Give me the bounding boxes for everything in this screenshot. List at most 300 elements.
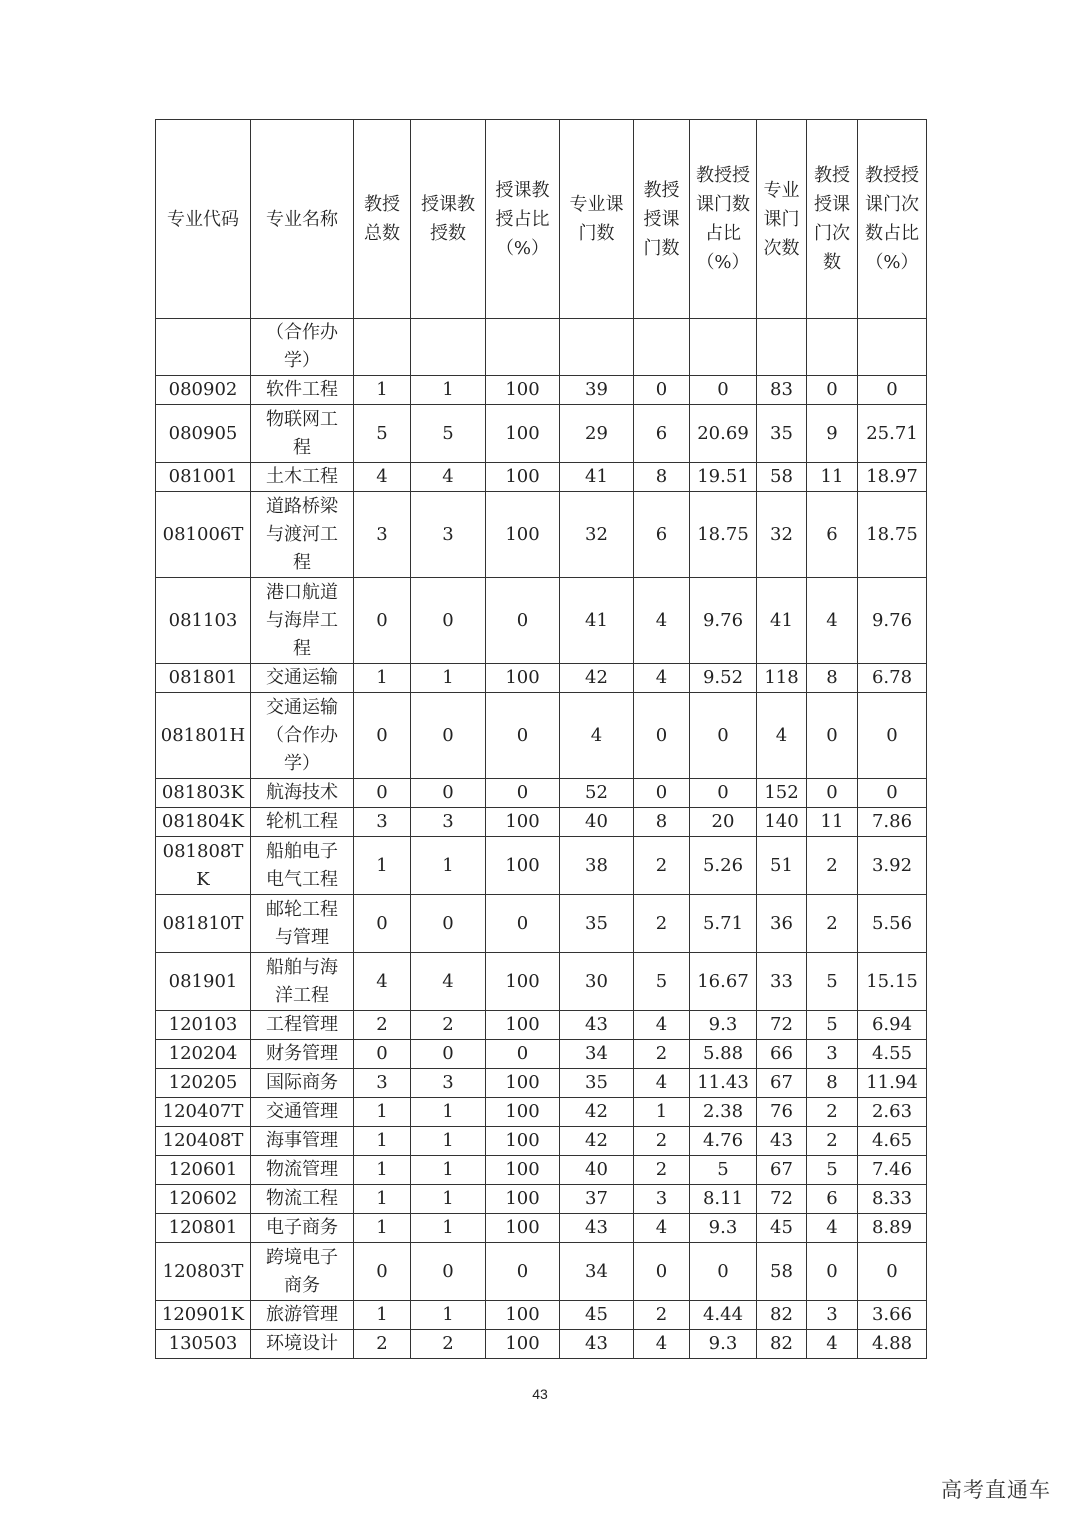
value-cell: 32 xyxy=(757,492,807,578)
value-cell: 8 xyxy=(634,463,690,492)
major-code-cell: 081801H xyxy=(156,693,251,779)
table-row xyxy=(156,837,927,895)
value-cell: 1 xyxy=(411,376,486,405)
value-cell: 20 xyxy=(690,808,757,837)
value-cell: 34 xyxy=(560,1040,634,1069)
value-cell xyxy=(486,319,560,376)
value-cell: 4.65 xyxy=(858,1127,927,1156)
value-cell: 4 xyxy=(634,1330,690,1359)
value-cell: 6 xyxy=(807,492,858,578)
value-cell: 7.46 xyxy=(858,1156,927,1185)
value-cell: 2 xyxy=(807,837,858,895)
major-code-cell: 120601 xyxy=(156,1156,251,1185)
value-cell: 51 xyxy=(757,837,807,895)
value-cell: 1 xyxy=(411,1185,486,1214)
value-cell xyxy=(634,319,690,376)
value-cell: 4 xyxy=(634,664,690,693)
table-row xyxy=(156,953,927,1011)
value-cell: 2 xyxy=(411,1330,486,1359)
table-row xyxy=(156,693,927,779)
professor-teaching-table xyxy=(155,119,927,1359)
major-code-cell xyxy=(156,319,251,376)
value-cell: 33 xyxy=(757,953,807,1011)
value-cell: 100 xyxy=(486,1185,560,1214)
header-cell: 教授授课门数 xyxy=(634,120,690,319)
major-name-cell: 物流管理 xyxy=(251,1156,354,1185)
header-cell: 专业课门次数 xyxy=(757,120,807,319)
major-code-cell: 130503 xyxy=(156,1330,251,1359)
value-cell: 5.88 xyxy=(690,1040,757,1069)
major-code-cell: 120205 xyxy=(156,1069,251,1098)
header-cell: 教授总数 xyxy=(354,120,411,319)
major-code-cell: 081901 xyxy=(156,953,251,1011)
table-row xyxy=(156,1301,927,1330)
major-code-cell: 081810T xyxy=(156,895,251,953)
value-cell: 1 xyxy=(411,837,486,895)
major-name-cell: 道路桥梁与渡河工程 xyxy=(251,492,354,578)
value-cell: 39 xyxy=(560,376,634,405)
table-row xyxy=(156,1127,927,1156)
value-cell: 100 xyxy=(486,1127,560,1156)
major-name-cell: 交通管理 xyxy=(251,1098,354,1127)
value-cell: 3.92 xyxy=(858,837,927,895)
value-cell: 5 xyxy=(411,405,486,463)
value-cell: 9.76 xyxy=(858,578,927,664)
value-cell: 3 xyxy=(411,1069,486,1098)
value-cell: 100 xyxy=(486,492,560,578)
value-cell: 18.97 xyxy=(858,463,927,492)
major-code-cell: 120408T xyxy=(156,1127,251,1156)
major-name-cell: 工程管理 xyxy=(251,1011,354,1040)
header-row xyxy=(156,120,927,319)
value-cell: 5.26 xyxy=(690,837,757,895)
value-cell: 4 xyxy=(411,463,486,492)
value-cell: 2.38 xyxy=(690,1098,757,1127)
value-cell: 8 xyxy=(634,808,690,837)
major-code-cell: 120801 xyxy=(156,1214,251,1243)
value-cell: 0 xyxy=(807,693,858,779)
value-cell: 6 xyxy=(634,405,690,463)
value-cell: 0 xyxy=(807,1243,858,1301)
header-cell: 教授授课门次数占比（%） xyxy=(858,120,927,319)
value-cell: 2 xyxy=(807,1127,858,1156)
major-name-cell: 航海技术 xyxy=(251,779,354,808)
value-cell: 0 xyxy=(690,376,757,405)
major-code-cell: 080902 xyxy=(156,376,251,405)
value-cell: 4 xyxy=(757,693,807,779)
value-cell: 18.75 xyxy=(858,492,927,578)
value-cell: 5 xyxy=(807,953,858,1011)
value-cell: 0 xyxy=(807,779,858,808)
major-name-cell: 软件工程 xyxy=(251,376,354,405)
value-cell: 152 xyxy=(757,779,807,808)
table-row xyxy=(156,1011,927,1040)
major-code-cell: 081103 xyxy=(156,578,251,664)
value-cell: 45 xyxy=(560,1301,634,1330)
value-cell: 20.69 xyxy=(690,405,757,463)
value-cell: 41 xyxy=(560,463,634,492)
major-code-cell: 120103 xyxy=(156,1011,251,1040)
value-cell: 0 xyxy=(858,693,927,779)
value-cell: 0 xyxy=(354,895,411,953)
value-cell: 0 xyxy=(486,693,560,779)
table-row xyxy=(156,1069,927,1098)
value-cell: 5 xyxy=(354,405,411,463)
value-cell: 100 xyxy=(486,1011,560,1040)
value-cell: 0 xyxy=(486,578,560,664)
value-cell: 0 xyxy=(807,376,858,405)
value-cell: 9.3 xyxy=(690,1214,757,1243)
header-cell: 教授授课门数占比（%） xyxy=(690,120,757,319)
value-cell: 2 xyxy=(411,1011,486,1040)
major-code-cell: 120901K xyxy=(156,1301,251,1330)
value-cell: 82 xyxy=(757,1330,807,1359)
value-cell: 1 xyxy=(354,837,411,895)
value-cell: 1 xyxy=(354,1098,411,1127)
major-code-cell: 120803T xyxy=(156,1243,251,1301)
watermark: 高考直通车 xyxy=(941,1478,1051,1502)
major-name-cell: 环境设计 xyxy=(251,1330,354,1359)
table-row xyxy=(156,405,927,463)
value-cell: 0 xyxy=(634,779,690,808)
header-cell: 专业名称 xyxy=(251,120,354,319)
value-cell xyxy=(354,319,411,376)
value-cell: 8.89 xyxy=(858,1214,927,1243)
value-cell: 1 xyxy=(354,1127,411,1156)
value-cell: 8.11 xyxy=(690,1185,757,1214)
value-cell: 6 xyxy=(807,1185,858,1214)
major-code-cell: 081803K xyxy=(156,779,251,808)
value-cell: 5 xyxy=(807,1011,858,1040)
value-cell: 83 xyxy=(757,376,807,405)
value-cell: 5 xyxy=(690,1156,757,1185)
value-cell: 100 xyxy=(486,1098,560,1127)
value-cell: 67 xyxy=(757,1156,807,1185)
table-row xyxy=(156,1156,927,1185)
major-code-cell: 081801 xyxy=(156,664,251,693)
value-cell: 43 xyxy=(757,1127,807,1156)
value-cell: 0 xyxy=(858,376,927,405)
value-cell: 41 xyxy=(560,578,634,664)
value-cell: 0 xyxy=(858,779,927,808)
value-cell: 30 xyxy=(560,953,634,1011)
value-cell: 5.56 xyxy=(858,895,927,953)
value-cell: 1 xyxy=(411,1156,486,1185)
major-name-cell: 物流工程 xyxy=(251,1185,354,1214)
value-cell: 1 xyxy=(354,664,411,693)
major-name-cell: 物联网工程 xyxy=(251,405,354,463)
value-cell: 6 xyxy=(634,492,690,578)
value-cell: 0 xyxy=(690,693,757,779)
value-cell: 3 xyxy=(634,1185,690,1214)
value-cell: 0 xyxy=(411,779,486,808)
value-cell: 2.63 xyxy=(858,1098,927,1127)
header-cell: 专业代码 xyxy=(156,120,251,319)
value-cell: 3 xyxy=(354,808,411,837)
value-cell: 100 xyxy=(486,664,560,693)
value-cell: 118 xyxy=(757,664,807,693)
table-row xyxy=(156,1214,927,1243)
value-cell: 5.71 xyxy=(690,895,757,953)
value-cell: 4.44 xyxy=(690,1301,757,1330)
value-cell: 29 xyxy=(560,405,634,463)
value-cell: 40 xyxy=(560,808,634,837)
value-cell: 2 xyxy=(807,1098,858,1127)
value-cell: 0 xyxy=(634,1243,690,1301)
header-cell: 教授授课门次数 xyxy=(807,120,858,319)
value-cell: 35 xyxy=(757,405,807,463)
value-cell: 0 xyxy=(411,895,486,953)
value-cell: 11.94 xyxy=(858,1069,927,1098)
value-cell: 1 xyxy=(411,1301,486,1330)
value-cell: 4 xyxy=(354,463,411,492)
value-cell: 9.3 xyxy=(690,1011,757,1040)
value-cell: 43 xyxy=(560,1214,634,1243)
value-cell: 3 xyxy=(354,492,411,578)
table-row xyxy=(156,808,927,837)
value-cell: 66 xyxy=(757,1040,807,1069)
value-cell: 140 xyxy=(757,808,807,837)
value-cell: 4 xyxy=(354,953,411,1011)
value-cell: 19.51 xyxy=(690,463,757,492)
major-name-cell: 电子商务 xyxy=(251,1214,354,1243)
value-cell: 0 xyxy=(354,1243,411,1301)
value-cell: 4.76 xyxy=(690,1127,757,1156)
value-cell: 1 xyxy=(354,1214,411,1243)
value-cell: 4 xyxy=(560,693,634,779)
value-cell: 0 xyxy=(690,779,757,808)
value-cell: 0 xyxy=(354,1040,411,1069)
header-cell: 授课教授占比（%） xyxy=(486,120,560,319)
value-cell: 82 xyxy=(757,1301,807,1330)
value-cell: 4.55 xyxy=(858,1040,927,1069)
value-cell xyxy=(858,319,927,376)
value-cell: 0 xyxy=(486,779,560,808)
value-cell: 4 xyxy=(807,1330,858,1359)
value-cell: 2 xyxy=(354,1330,411,1359)
value-cell: 4 xyxy=(634,1011,690,1040)
major-name-cell: 港口航道与海岸工程 xyxy=(251,578,354,664)
value-cell: 100 xyxy=(486,405,560,463)
table-row xyxy=(156,492,927,578)
value-cell: 4 xyxy=(634,1214,690,1243)
table-row xyxy=(156,1040,927,1069)
value-cell: 3 xyxy=(411,808,486,837)
value-cell: 4 xyxy=(807,1214,858,1243)
table-row xyxy=(156,779,927,808)
value-cell: 1 xyxy=(634,1098,690,1127)
value-cell: 2 xyxy=(634,895,690,953)
value-cell: 16.67 xyxy=(690,953,757,1011)
value-cell: 36 xyxy=(757,895,807,953)
major-code-cell: 081006T xyxy=(156,492,251,578)
value-cell: 0 xyxy=(486,1243,560,1301)
value-cell: 100 xyxy=(486,1301,560,1330)
major-name-cell: 跨境电子商务 xyxy=(251,1243,354,1301)
header-cell: 专业课门数 xyxy=(560,120,634,319)
table-row xyxy=(156,1330,927,1359)
major-code-cell: 080905 xyxy=(156,405,251,463)
value-cell: 43 xyxy=(560,1330,634,1359)
value-cell: 100 xyxy=(486,1214,560,1243)
value-cell: 58 xyxy=(757,1243,807,1301)
value-cell: 9 xyxy=(807,405,858,463)
value-cell: 3.66 xyxy=(858,1301,927,1330)
value-cell: 1 xyxy=(411,1098,486,1127)
value-cell: 9.3 xyxy=(690,1330,757,1359)
value-cell: 25.71 xyxy=(858,405,927,463)
value-cell: 5 xyxy=(634,953,690,1011)
value-cell: 7.86 xyxy=(858,808,927,837)
table-row xyxy=(156,1098,927,1127)
value-cell: 42 xyxy=(560,1127,634,1156)
page-number: 43 xyxy=(532,1386,548,1402)
value-cell: 100 xyxy=(486,1156,560,1185)
value-cell: 1 xyxy=(411,1127,486,1156)
value-cell: 35 xyxy=(560,1069,634,1098)
value-cell: 0 xyxy=(354,693,411,779)
value-cell: 37 xyxy=(560,1185,634,1214)
value-cell: 100 xyxy=(486,1069,560,1098)
major-code-cell: 120407T xyxy=(156,1098,251,1127)
value-cell: 0 xyxy=(858,1243,927,1301)
value-cell: 45 xyxy=(757,1214,807,1243)
value-cell: 100 xyxy=(486,463,560,492)
major-name-cell: 旅游管理 xyxy=(251,1301,354,1330)
value-cell: 3 xyxy=(807,1040,858,1069)
value-cell xyxy=(690,319,757,376)
header-cell: 授课教授数 xyxy=(411,120,486,319)
value-cell: 2 xyxy=(807,895,858,953)
table-row xyxy=(156,578,927,664)
value-cell: 3 xyxy=(354,1069,411,1098)
value-cell: 58 xyxy=(757,463,807,492)
value-cell: 32 xyxy=(560,492,634,578)
value-cell: 0 xyxy=(411,693,486,779)
value-cell: 72 xyxy=(757,1011,807,1040)
major-name-cell: 国际商务 xyxy=(251,1069,354,1098)
value-cell: 0 xyxy=(486,895,560,953)
value-cell: 100 xyxy=(486,808,560,837)
value-cell: 4 xyxy=(634,1069,690,1098)
table-row xyxy=(156,319,927,376)
value-cell: 0 xyxy=(634,376,690,405)
value-cell: 100 xyxy=(486,837,560,895)
value-cell: 1 xyxy=(354,1156,411,1185)
value-cell: 2 xyxy=(634,1040,690,1069)
major-name-cell: 海事管理 xyxy=(251,1127,354,1156)
value-cell: 4.88 xyxy=(858,1330,927,1359)
value-cell: 40 xyxy=(560,1156,634,1185)
value-cell xyxy=(560,319,634,376)
value-cell: 0 xyxy=(354,578,411,664)
value-cell: 38 xyxy=(560,837,634,895)
value-cell: 1 xyxy=(354,1301,411,1330)
value-cell: 18.75 xyxy=(690,492,757,578)
major-code-cell: 081808TK xyxy=(156,837,251,895)
major-name-cell: 土木工程 xyxy=(251,463,354,492)
value-cell: 0 xyxy=(354,779,411,808)
value-cell: 2 xyxy=(634,1156,690,1185)
table-row xyxy=(156,895,927,953)
table-row xyxy=(156,463,927,492)
major-name-cell: 邮轮工程与管理 xyxy=(251,895,354,953)
value-cell: 67 xyxy=(757,1069,807,1098)
value-cell: 1 xyxy=(354,376,411,405)
value-cell: 42 xyxy=(560,1098,634,1127)
table-row xyxy=(156,1243,927,1301)
major-code-cell: 081804K xyxy=(156,808,251,837)
value-cell: 1 xyxy=(411,664,486,693)
table-row xyxy=(156,1185,927,1214)
value-cell: 1 xyxy=(411,1214,486,1243)
value-cell: 34 xyxy=(560,1243,634,1301)
value-cell: 41 xyxy=(757,578,807,664)
value-cell: 9.76 xyxy=(690,578,757,664)
value-cell: 2 xyxy=(354,1011,411,1040)
value-cell: 52 xyxy=(560,779,634,808)
value-cell xyxy=(411,319,486,376)
value-cell: 2 xyxy=(634,837,690,895)
value-cell: 42 xyxy=(560,664,634,693)
value-cell xyxy=(807,319,858,376)
table-row xyxy=(156,376,927,405)
value-cell: 100 xyxy=(486,376,560,405)
value-cell: 76 xyxy=(757,1098,807,1127)
major-name-cell: （合作办学） xyxy=(251,319,354,376)
value-cell: 1 xyxy=(354,1185,411,1214)
value-cell: 4 xyxy=(411,953,486,1011)
value-cell: 11.43 xyxy=(690,1069,757,1098)
value-cell: 5 xyxy=(807,1156,858,1185)
major-name-cell: 交通运输 xyxy=(251,664,354,693)
value-cell: 3 xyxy=(807,1301,858,1330)
major-name-cell: 船舶电子电气工程 xyxy=(251,837,354,895)
value-cell: 8 xyxy=(807,1069,858,1098)
value-cell: 43 xyxy=(560,1011,634,1040)
value-cell: 3 xyxy=(411,492,486,578)
value-cell xyxy=(757,319,807,376)
value-cell: 0 xyxy=(411,1243,486,1301)
major-code-cell: 120204 xyxy=(156,1040,251,1069)
value-cell: 4 xyxy=(634,578,690,664)
value-cell: 0 xyxy=(411,578,486,664)
value-cell: 8 xyxy=(807,664,858,693)
major-name-cell: 财务管理 xyxy=(251,1040,354,1069)
value-cell: 0 xyxy=(690,1243,757,1301)
major-name-cell: 船舶与海洋工程 xyxy=(251,953,354,1011)
value-cell: 6.94 xyxy=(858,1011,927,1040)
value-cell: 8.33 xyxy=(858,1185,927,1214)
value-cell: 100 xyxy=(486,953,560,1011)
value-cell: 11 xyxy=(807,463,858,492)
major-code-cell: 120602 xyxy=(156,1185,251,1214)
value-cell: 100 xyxy=(486,1330,560,1359)
value-cell: 0 xyxy=(486,1040,560,1069)
value-cell: 15.15 xyxy=(858,953,927,1011)
table-row xyxy=(156,664,927,693)
table-body xyxy=(156,319,927,1359)
value-cell: 35 xyxy=(560,895,634,953)
value-cell: 72 xyxy=(757,1185,807,1214)
value-cell: 0 xyxy=(411,1040,486,1069)
value-cell: 9.52 xyxy=(690,664,757,693)
value-cell: 6.78 xyxy=(858,664,927,693)
value-cell: 11 xyxy=(807,808,858,837)
major-code-cell: 081001 xyxy=(156,463,251,492)
value-cell: 2 xyxy=(634,1301,690,1330)
value-cell: 2 xyxy=(634,1127,690,1156)
